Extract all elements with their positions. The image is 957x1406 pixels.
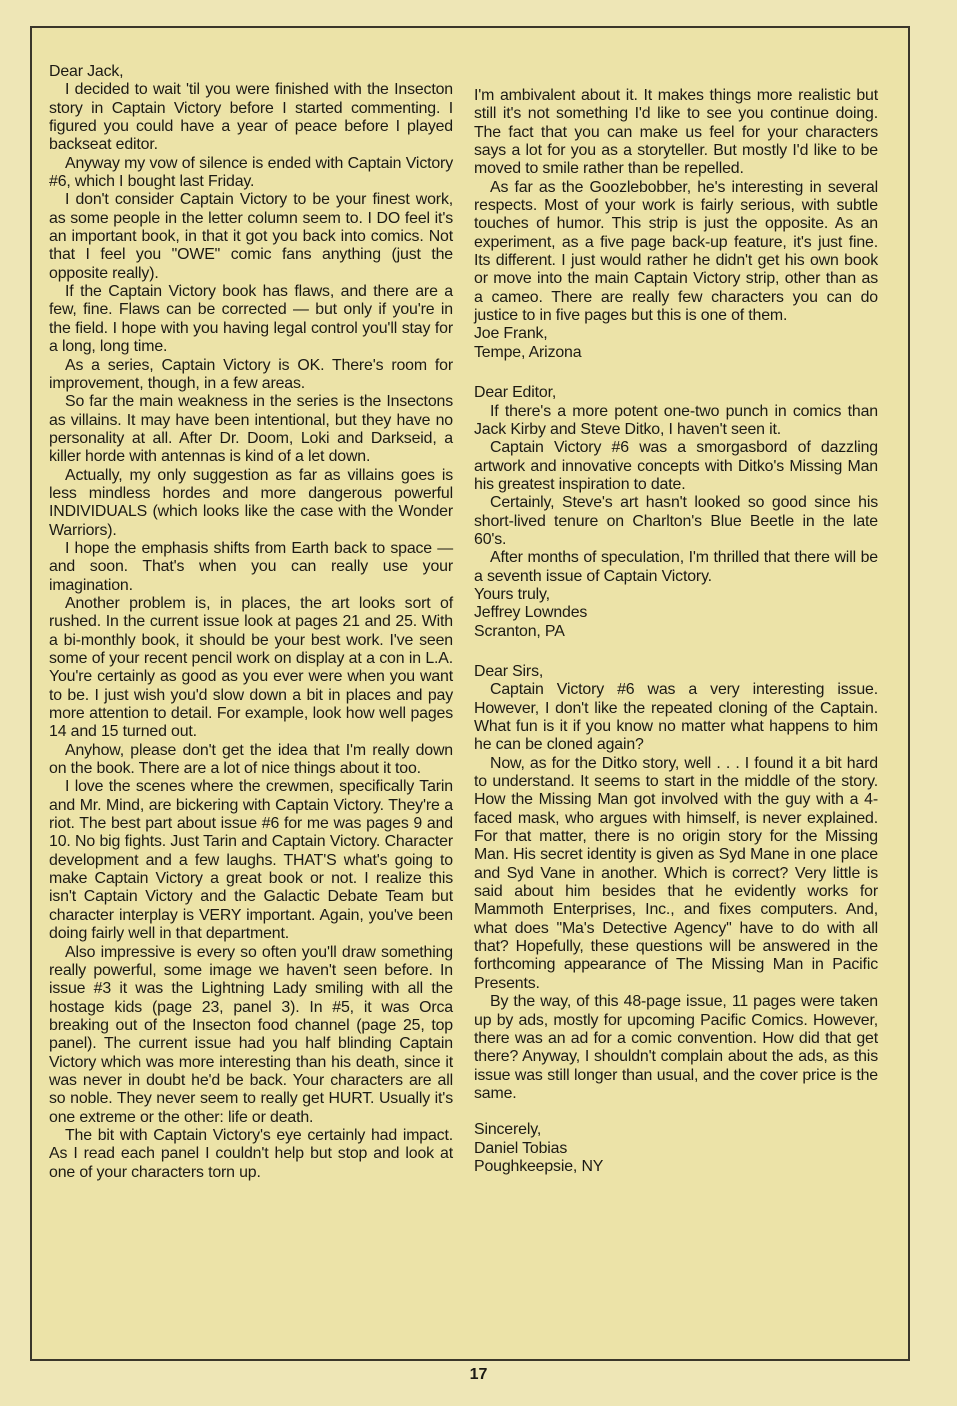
letter1-paragraph: I love the scenes where the crewmen, specifically Tarin and Mr. Mind, are bickering with Captain Victory. They're a riot. The best part about issue #6 for me was pages 9 and 10. No big fights. Just Tarin and Captain Victory. Character development and a few laughs. THAT'S what's going to make Captain Victory a great book or not. I realize this isn't Captain Victory and the Galactic Debate Team but character interplay is VERY important. Again, you've been doing fairly well in that department. [49, 778, 453, 943]
letter1-signature-name: Joe Frank, [474, 325, 548, 343]
letter2-paragraph: Certainly, Steve's art hasn't looked so good since his short-lived tenure on Charlton's Blue Beetle in the late 60's. [474, 494, 878, 548]
letter1-continuation: I'm ambivalent about it. It makes things more realistic but still it's not something I'd like to see you continue doing. The fact that you can make us feel for your characters says a lot for you as a storyteller. But mostly I'd like to be moved to smile rather than be repelled. [474, 87, 878, 178]
letter1-paragraph: If the Captain Victory book has flaws, and there are a few, fine. Flaws can be corrected — but only if you're in the field. I hope with you having legal control you'll stay for a long, long time. [49, 283, 453, 356]
letter1-continuation: As far as the Goozlebobber, he's interesting in several respects. Most of your work is fairly serious, with subtle touches of humor. This strip is just the opposite. As an experiment, as a five page back-up feature, it's just fine. Its different. I just would rather he didn't get his own book or move into the main Captain Victory strip, other than as a cameo. There are really few characters you can do justice to in five pages but this is one of them. [474, 178, 878, 325]
letter3-signature-location: Poughkeepsie, NY [474, 1157, 604, 1175]
letters-panel [30, 26, 910, 1361]
letter1-paragraph: As a series, Captain Victory is OK. There's room for improvement, though, in a few areas. [49, 356, 453, 392]
letter1-paragraph: Anyway my vow of silence is ended with Captain Victory #6, which I bought last Friday. [49, 154, 453, 191]
letter2-signature-location: Scranton, PA [474, 622, 565, 640]
letter1-signature-location: Tempe, Arizona [474, 343, 582, 361]
letter2-signature-name: Jeffrey Lowndes [474, 604, 588, 622]
letter3-paragraph: Now, as for the Ditko story, well . . . I found it a bit hard to understand. It seems to start in the middle of the story. How the Missing Man got involved with the guy with a 4-faced mask, who argues with himself, is never explained. For that matter, there is no origin story for the Missing Man. His secret identity is given as Syd Mane in one place and Syd Vane in another. Which is correct? Very little is said about him besides that he evidently works for Mammoth Enterprises, Inc., and fixes computers. And, what does "Ma's Detective Agency" have to do with all that? Hopefully, these questions will be answered in the forthcoming appearance of The Missing Man in Pacific Presents. [474, 754, 878, 992]
page-number: 17 [469, 1366, 488, 1383]
letter1-paragraph: Anyhow, please don't get the idea that I'm really down on the book. There are a lot of nice things about it too. [49, 741, 453, 778]
letter2-paragraph: If there's a more potent one-two punch in comics than Jack Kirby and Steve Ditko, I haven't seen it. [474, 402, 878, 438]
letter1-paragraph: I don't consider Captain Victory to be your finest work, as some people in the letter column seem to. I DO feel it's an important book, in that it got you back into comics. Not that I feel you "OWE" comic fans anything (just the opposite really). [49, 191, 453, 282]
letter1-paragraph: Also impressive is every so often you'll draw something really powerful, some image we haven't seen before. In issue #3 it was the Lightning Lady smiling with all the hostage kids (page 23, panel 3). In #5, it was Orca breaking out of the Insecton food channel (page 25, top panel). The current issue had you half blinding Captain Victory which was more interesting than his death, since it was never in doubt he'd be back. Your characters are all so noble. They never seem to really get HURT. Usually it's one extreme or the other: life or death. [49, 943, 453, 1126]
letter1-paragraph: So far the main weakness in the series is the Insectons as villains. It may have been intentional, but they have no personality at all. After Dr. Doom, Loki and Darkseid, a killer horde with antennas is kind of a let down. [49, 393, 453, 466]
letter3-salutation: Dear Sirs, [474, 662, 544, 680]
letter3-paragraph: Captain Victory #6 was a very interesting issue. However, I don't like the repeated cloning of the Captain. What fun is it if you know no matter what happens to him he can be cloned again? [474, 681, 878, 754]
letter2-salutation: Dear Editor, [474, 384, 557, 402]
letter1-paragraph: The bit with Captain Victory's eye certainly had impact. As I read each panel I couldn't help but stop and look at one of your characters torn up. [49, 1126, 453, 1181]
letter2-paragraph: After months of speculation, I'm thrilled that there will be a seventh issue of Captain Victory. [474, 549, 878, 585]
letter1-paragraph: Actually, my only suggestion as far as villains goes is less mindless hordes and more dangerous powerful INDIVIDUALS (which looks like the case with the Wonder Warriors). [49, 466, 453, 539]
left-column [49, 63, 453, 1182]
letter2-paragraph: Captain Victory #6 was a smorgasbord of dazzling artwork and innovative concepts with Ditko's Missing Man his greatest inspiration to date. [474, 439, 878, 493]
letter3-paragraph: By the way, of this 48-page issue, 11 pages were taken up by ads, mostly for upcoming Pacific Comics. However, there was an ad for a comic convention. How did that get there? Anyway, I shouldn't complain about the ads, as this issue was still longer than usual, and the cover price is the same. [474, 993, 878, 1102]
right-column [474, 87, 878, 1176]
letter1-paragraph: I decided to wait 'til you were finished with the Insecton story in Captain Victory before I started commenting. I figured you could have a year of peace before I played backseat editor. [49, 81, 453, 154]
letter2-signoff: Yours truly, [474, 585, 550, 603]
letter1-paragraph: I hope the emphasis shifts from Earth back to space — and soon. That's when you can really use your imagination. [49, 539, 453, 594]
letter3-signoff: Sincerely, [474, 1121, 542, 1139]
letter1-salutation: Dear Jack, [49, 63, 124, 80]
letter3-signature-name: Daniel Tobias [474, 1139, 568, 1157]
letter1-paragraph: Another problem is, in places, the art looks sort of rushed. In the current issue look at pages 21 and 25. With a bi-monthly book, it should be your best work. I've seen some of your recent pencil work on display at a con in L.A. You're certainly as good as you ever were when you want to be. I just wish you'd slow down a bit in places and pay more attention to detail. For example, look how well pages 14 and 15 turned out. [49, 594, 453, 741]
